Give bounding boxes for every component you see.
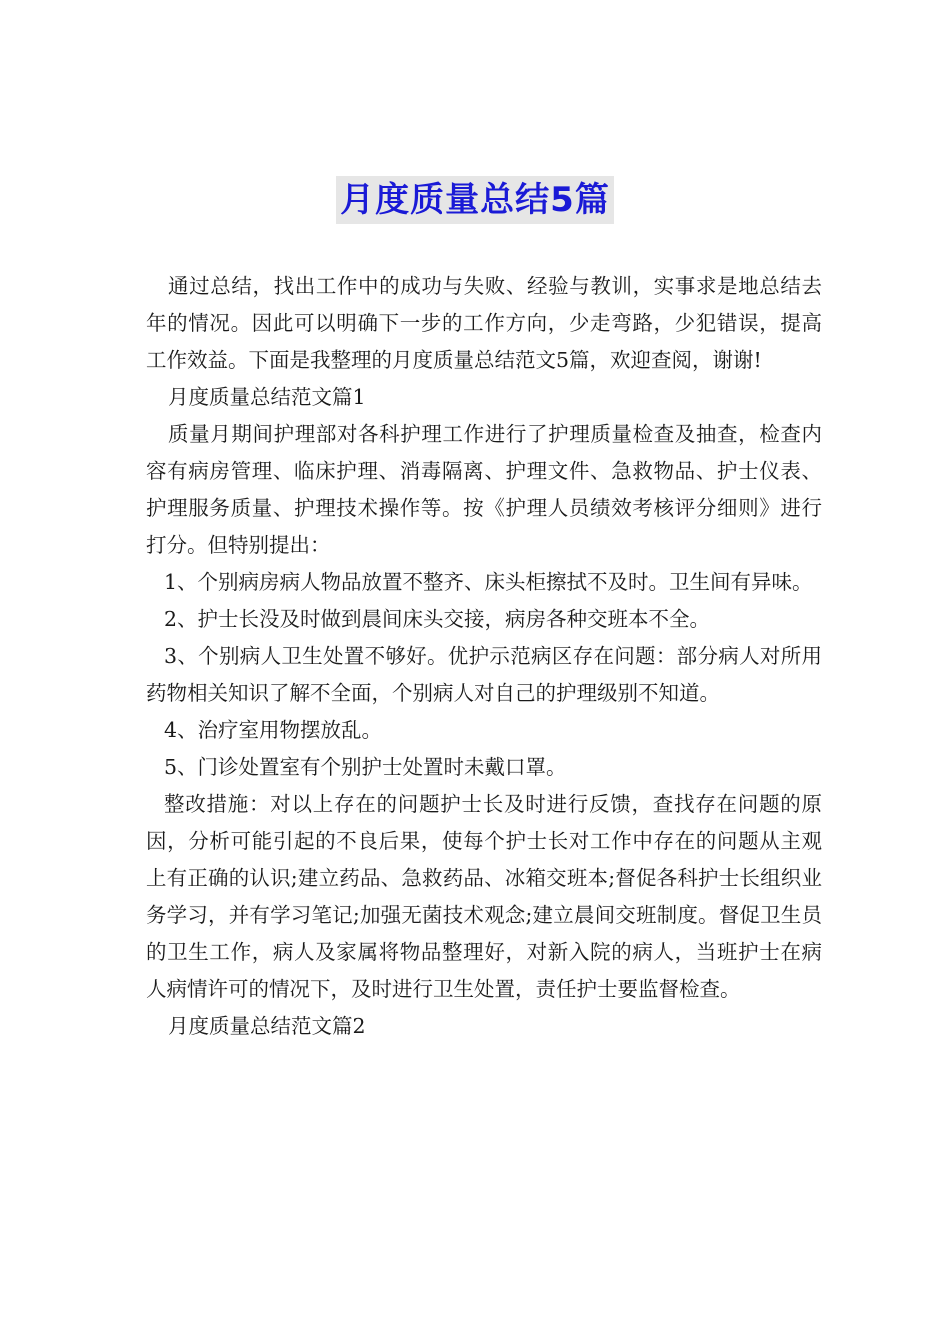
title-container xyxy=(0,176,950,224)
section-heading-1: 月度质量总结范文篇1 xyxy=(168,385,366,409)
document-title: 月度质量总结5篇 xyxy=(336,176,614,224)
section-heading-2: 月度质量总结范文篇2 xyxy=(168,1014,366,1038)
list-item-3: 3、个别病人卫生处置不够好。优护示范病区存在问题：部分病人对所用药物相关知识了解不全面，个别病人对自己的护理级别不知道。 xyxy=(146,644,822,705)
document-body xyxy=(146,268,822,1045)
paragraph-inspection: 质量月期间护理部对各科护理工作进行了护理质量检查及抽查，检查内容有病房管理、临床护理、消毒隔离、护理文件、急救物品、护士仪表、护理服务质量、护理技术操作等。按《护理人员绩效考核评分细则》进行打分。但特别提出： xyxy=(146,422,822,557)
paragraph-measures: 整改措施：对以上存在的问题护士长及时进行反馈，查找存在问题的原因，分析可能引起的不良后果，使每个护士长对工作中存在的问题从主观上有正确的认识;建立药品、急救药品、冰箱交班本;督促各科护士长组织业务学习，并有学习笔记;加强无菌技术观念;建立晨间交班制度。督促卫生员的卫生工作，病人及家属将物品整理好，对新入院的病人，当班护士在病人病情许可的情况下，及时进行卫生处置，责任护士要监督检查。 xyxy=(146,792,822,1001)
list-item-5: 5、门诊处置室有个别护士处置时未戴口罩。 xyxy=(164,755,567,779)
intro-paragraph: 通过总结，找出工作中的成功与失败、经验与教训，实事求是地总结去年的情况。因此可以明确下一步的工作方向，少走弯路，少犯错误，提高工作效益。下面是我整理的月度质量总结范文5篇，欢迎查阅，谢谢! xyxy=(146,274,822,372)
list-item-4: 4、治疗室用物摆放乱。 xyxy=(164,718,383,742)
list-item-2: 2、护士长没及时做到晨间床头交接，病房各种交班本不全。 xyxy=(164,607,711,631)
list-item-1: 1、个别病房病人物品放置不整齐、床头柜擦拭不及时。卫生间有异味。 xyxy=(164,570,813,594)
